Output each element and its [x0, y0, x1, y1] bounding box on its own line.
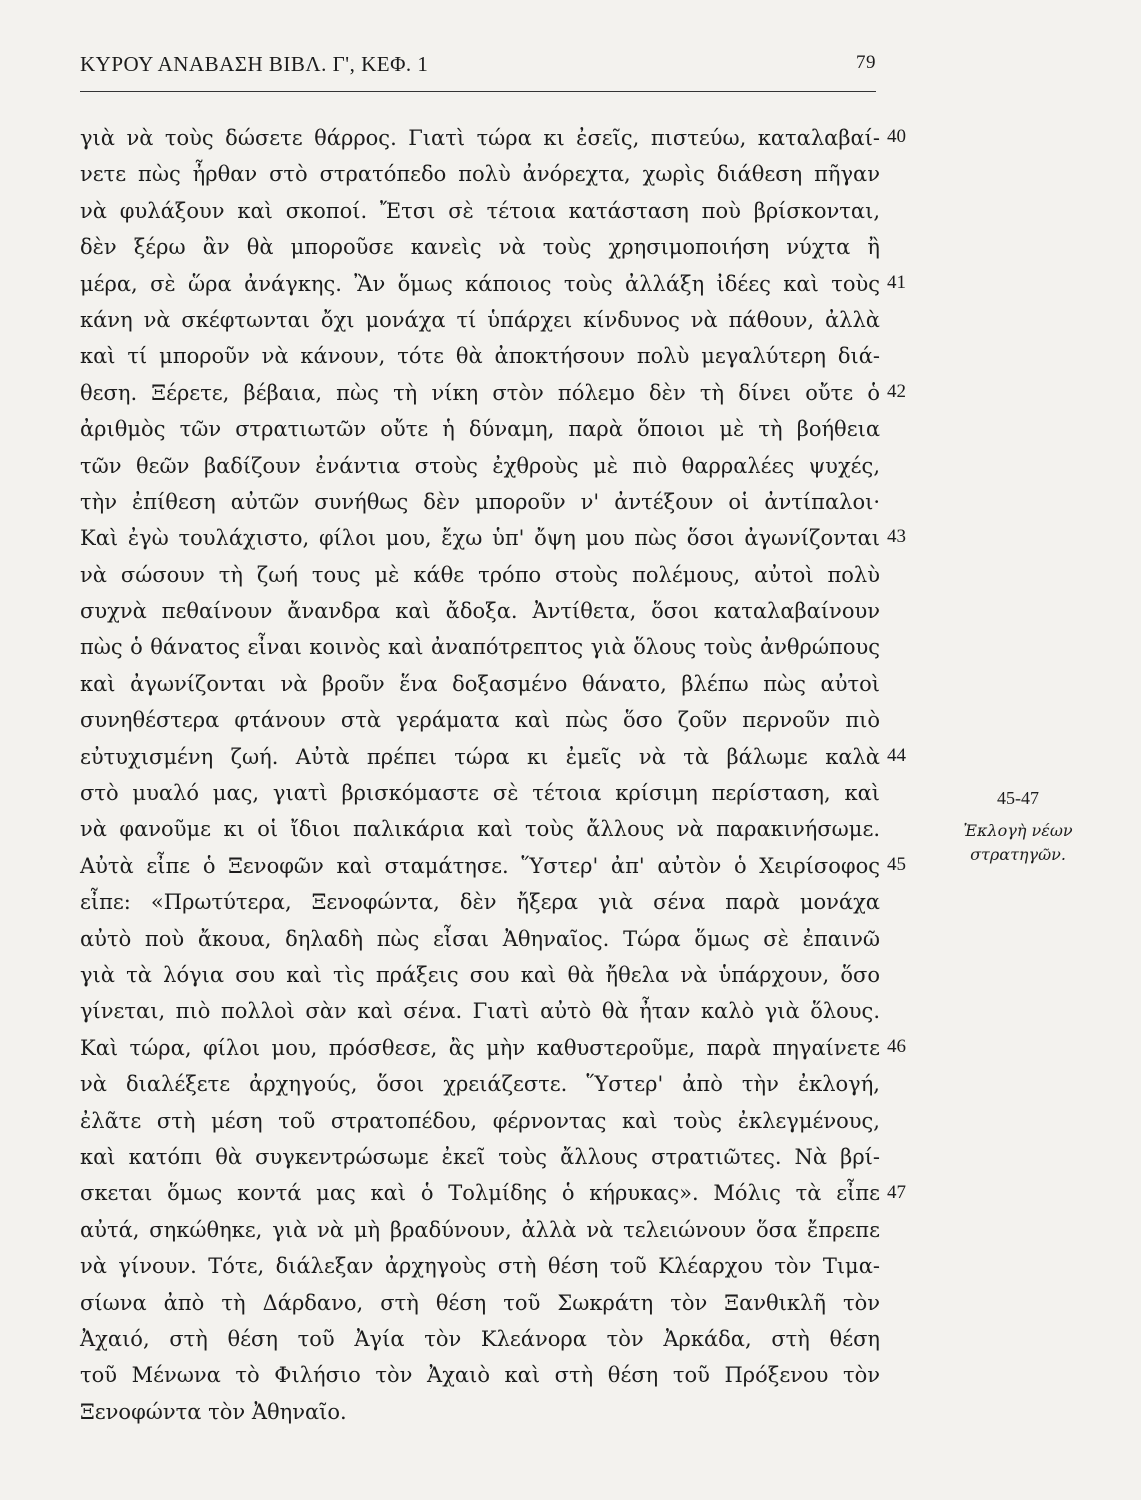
- paragraph-number: 41: [887, 271, 906, 293]
- text-line: καὶ κατόπι θὰ συγκεντρώσωμε ἐκεῖ τοὺς ἄλλους στρατιῶτες. Νὰ βρί-: [80, 1144, 880, 1169]
- text-line: καὶ τί μποροῦν νὰ κάνουν, τότε θὰ ἀποκτήσουν πολὺ μεγαλύτερη διά-: [80, 344, 880, 369]
- page-number: 79: [856, 52, 876, 73]
- text-line: εὐτυχισμένη ζωή. Αὐτὰ πρέπει τώρα κι ἐμεῖς νὰ τὰ βάλωμε καλὰ: [80, 744, 880, 769]
- paragraph-number: 44: [887, 744, 906, 766]
- paragraph-number: 42: [887, 380, 906, 402]
- text-line: νὰ φυλάξουν καὶ σκοποί. Ἔτσι σὲ τέτοια κατάσταση ποὺ βρίσκονται,: [80, 198, 880, 223]
- text-line: πὼς ὁ θάνατος εἶναι κοινὸς καὶ ἀναπότρεπτος γιὰ ὅλους τοὺς ἀνθρώπους: [80, 635, 880, 660]
- text-line: ἐλᾶτε στὴ μέση τοῦ στρατοπέδου, φέρνοντας καὶ τοὺς ἐκλεγμένους,: [80, 1108, 880, 1133]
- text-line: νὰ σώσουν τὴ ζωή τους μὲ κάθε τρόπο στοὺς πολέμους, αὐτοὶ πολὺ: [80, 562, 880, 587]
- text-line: νετε πὼς ἦρθαν στὸ στρατόπεδο πολὺ ἀνόρεχτα, χωρὶς διάθεση πῆγαν: [80, 162, 880, 187]
- text-line: δὲν ξέρω ἂν θὰ μποροῦσε κανεὶς νὰ τοὺς χρησιμοποιήση νύχτα ἢ: [80, 235, 880, 260]
- text-line: γιὰ τὰ λόγια σου καὶ τὶς πράξεις σου καὶ θὰ ἤθελα νὰ ὑπάρχουν, ὅσο: [80, 962, 880, 987]
- paragraph-number: 47: [887, 1181, 906, 1203]
- text-line: αὐτά, σηκώθηκε, γιὰ νὰ μὴ βραδύνουν, ἀλλὰ νὰ τελειώνουν ὅσα ἔπρεπε: [80, 1217, 880, 1242]
- text-line: γίνεται, πιὸ πολλοὶ σὰν καὶ σένα. Γιατὶ αὐτὸ θὰ ἦταν καλὸ γιὰ ὅλους.: [80, 999, 880, 1024]
- text-line: νὰ γίνουν. Τότε, διάλεξαν ἀρχηγοὺς στὴ θέση τοῦ Κλέαρχου τὸν Τιμα-: [80, 1254, 880, 1279]
- margin-note-range: 45-47: [997, 788, 1039, 808]
- text-line: θεση. Ξέρετε, βέβαια, πὼς τὴ νίκη στὸν πόλεμο δὲν τὴ δίνει οὔτε ὁ: [80, 380, 880, 405]
- text-line: μέρα, σὲ ὥρα ἀνάγκης. Ἂν ὅμως κάποιος τοὺς ἀλλάξη ἰδέες καὶ τοὺς: [80, 271, 880, 296]
- text-line: συχνὰ πεθαίνουν ἄνανδρα καὶ ἄδοξα. Ἀντίθετα, ὅσοι καταλαβαίνουν: [80, 599, 880, 624]
- text-line: τὴν ἐπίθεση αὐτῶν συνήθως δὲν μποροῦν ν' ἀντέξουν οἱ ἀντίπαλοι·: [80, 489, 880, 514]
- margin-note-caption-line: στρατηγῶν.: [970, 845, 1066, 864]
- paragraph-number: 40: [887, 126, 906, 147]
- paragraph-number: 45: [887, 854, 906, 875]
- text-line: κάνη νὰ σκέφτωνται ὄχι μονάχα τί ὑπάρχει κίνδυνος νὰ πάθουν, ἀλλὰ: [80, 307, 880, 332]
- text-line: νὰ διαλέξετε ἀρχηγούς, ὅσοι χρειάζεστε. Ὕστερ' ἀπὸ τὴν ἐκλογή,: [80, 1072, 880, 1097]
- text-line: εἶπε: «Πρωτύτερα, Ξενοφώντα, δὲν ἤξερα γιὰ σένα παρὰ μονάχα: [80, 890, 880, 915]
- margin-note: [918, 788, 1118, 867]
- header-rule: [80, 91, 876, 92]
- text-line: καὶ ἀγωνίζονται νὰ βροῦν ἕνα δοξασμένο θάνατο, βλέπω πὼς αὐτοὶ: [80, 671, 880, 696]
- margin-note-caption: [918, 819, 1118, 867]
- text-line: γιὰ νὰ τοὺς δώσετε θάρρος. Γιατὶ τώρα κι ἐσεῖς, πιστεύω, καταλαβαί-: [80, 126, 880, 150]
- text-line: τοῦ Μένωνα τὸ Φιλήσιο τὸν Ἀχαιὸ καὶ στὴ θέση τοῦ Πρόξενου τὸν: [80, 1363, 880, 1388]
- text-line: Αὐτὰ εἶπε ὁ Ξενοφῶν καὶ σταμάτησε. Ὕστερ' ἀπ' αὐτὸν ὁ Χειρίσοφος: [80, 853, 880, 878]
- text-line: νὰ φανοῦμε κι οἱ ἴδιοι παλικάρια καὶ τοὺς ἄλλους νὰ παρακινήσωμε.: [80, 817, 880, 842]
- text-line: συνηθέστερα φτάνουν στὰ γεράματα καὶ πὼς ὅσο ζοῦν περνοῦν πιὸ: [80, 708, 880, 733]
- paragraph-number: 46: [887, 1036, 906, 1057]
- paragraph-number: 43: [887, 526, 906, 548]
- text-line: Ξενοφώντα τὸν Ἀθηναῖο.: [80, 1399, 347, 1424]
- text-line: σίωνα ἀπὸ τὴ Δάρδανο, στὴ θέση τοῦ Σωκράτη τὸν Ξανθικλῆ τὸν: [80, 1290, 880, 1315]
- body-text: [80, 120, 880, 1430]
- running-title: ΚΥΡΟΥ ΑΝΑΒΑΣΗ ΒΙΒΛ. Γ', ΚΕΦ. 1: [80, 52, 429, 76]
- text-line: Ἀχαιό, στὴ θέση τοῦ Ἀγία τὸν Κλεάνορα τὸν Ἀρκάδα, στὴ θέση: [80, 1326, 880, 1351]
- margin-note-caption-line: Ἐκλογὴ νέων: [963, 821, 1073, 840]
- text-line: ἀριθμὸς τῶν στρατιωτῶν οὔτε ἡ δύναμη, παρὰ ὅποιοι μὲ τὴ βοήθεια: [80, 417, 880, 442]
- text-line: σκεται ὅμως κοντά μας καὶ ὁ Τολμίδης ὁ κήρυκας». Μόλις τὰ εἶπε: [80, 1181, 880, 1206]
- text-line: Καὶ ἐγὼ τουλάχιστο, φίλοι μου, ἔχω ὑπ' ὄψη μου πὼς ὅσοι ἀγωνίζονται: [80, 526, 880, 551]
- text-line: αὐτὸ ποὺ ἄκουα, δηλαδὴ πὼς εἶσαι Ἀθηναῖος. Τώρα ὅμως σὲ ἐπαινῶ: [80, 926, 880, 951]
- text-line: Καὶ τώρα, φίλοι μου, πρόσθεσε, ἂς μὴν καθυστεροῦμε, παρὰ πηγαίνετε: [80, 1035, 880, 1060]
- text-line: στὸ μυαλό μας, γιατὶ βρισκόμαστε σὲ τέτοια κρίσιμη περίσταση, καὶ: [80, 781, 880, 806]
- text-line: τῶν θεῶν βαδίζουν ἐνάντια στοὺς ἐχθροὺς μὲ πιὸ θαρραλέες ψυχές,: [80, 453, 880, 478]
